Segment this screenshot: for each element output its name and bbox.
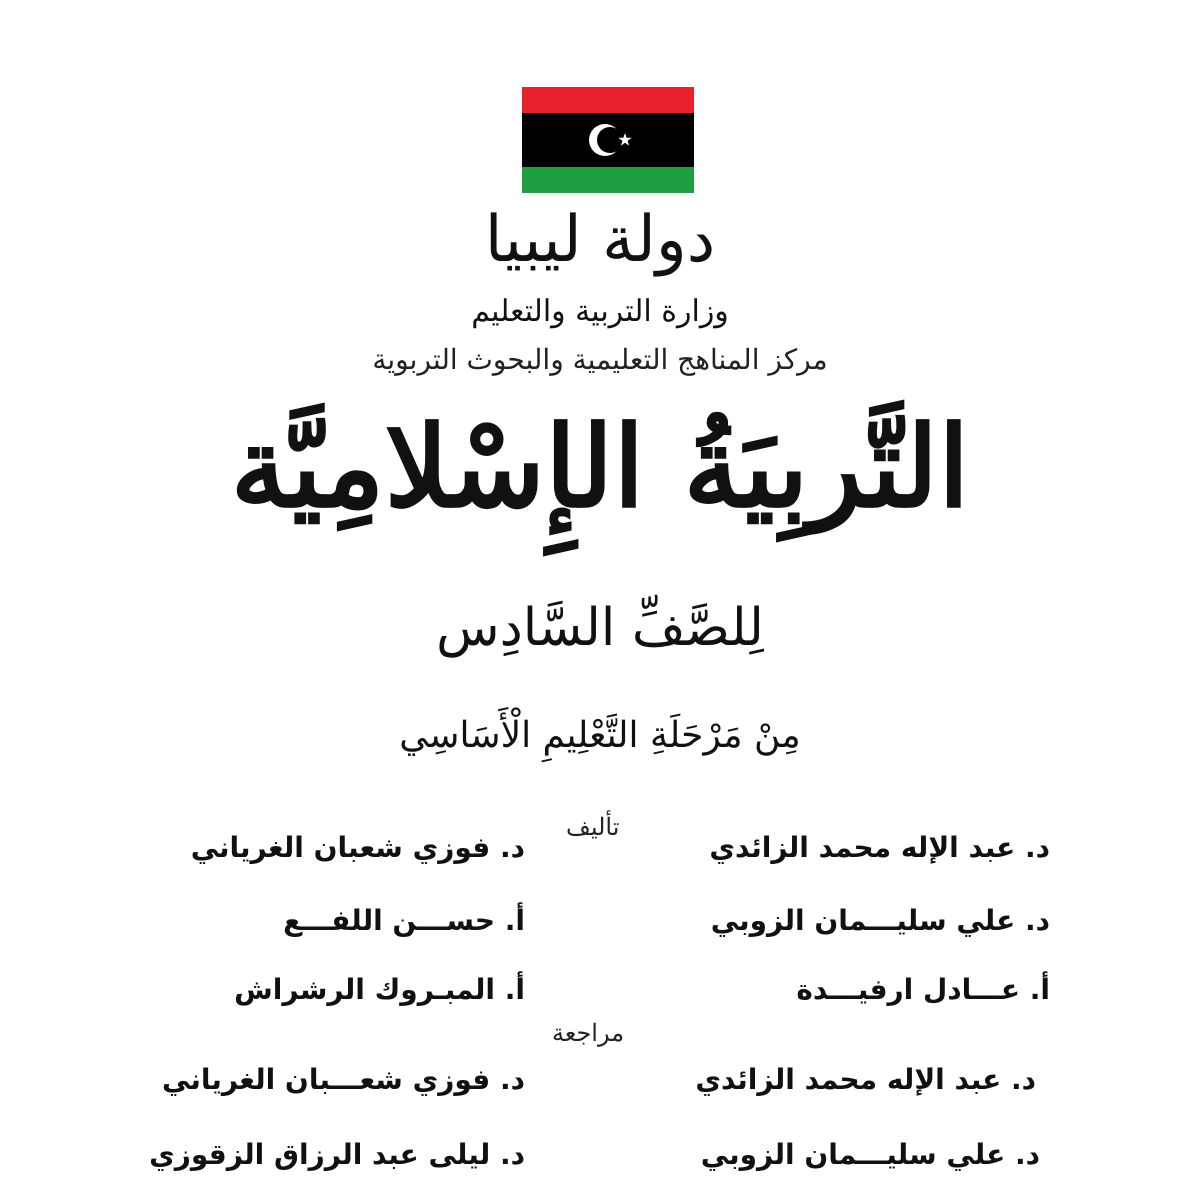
flag-icon: [522, 87, 694, 193]
education-stage: مِنْ مَرْحَلَةِ التَّعْلِيمِ الْأَسَاسِي: [399, 715, 801, 756]
reviewer-name: د. ليلى عبد الرزاق الزقوزي: [149, 1138, 525, 1171]
reviewer-name: د. فوزي شعـــبان الغرياني: [161, 1063, 525, 1096]
review-label: مراجعة: [552, 1019, 625, 1047]
author-name: أ. عـــادل ارفيـــدة: [796, 973, 1050, 1006]
grade-title: لِلصَّفِّ السَّادِس: [436, 598, 764, 658]
ministry-name: وزارة التربية والتعليم: [471, 294, 729, 329]
author-name: د. علي سليـــمان الزوبي: [710, 904, 1050, 937]
state-title: دولة ليبيا: [484, 203, 716, 277]
authors-label: تأليف: [566, 813, 620, 841]
book-subject-title: التَّربِيَةُ الإِسْلامِيَّة: [230, 402, 970, 533]
author-name: أ. حســـن اللفـــع: [283, 904, 525, 937]
author-name: د. عبد الإله محمد الزائدي: [709, 831, 1050, 864]
author-name: أ. المبـروك الرشراش: [234, 973, 525, 1006]
curriculum-center-name: مركز المناهج التعليمية والبحوث التربوية: [372, 343, 828, 376]
reviewer-name: د. عبد الإله محمد الزائدي: [695, 1063, 1036, 1096]
reviewer-name: د. علي سليـــمان الزوبي: [700, 1138, 1040, 1171]
libya-flag: [522, 87, 694, 193]
author-name: د. فوزي شعبان الغرياني: [190, 831, 525, 864]
